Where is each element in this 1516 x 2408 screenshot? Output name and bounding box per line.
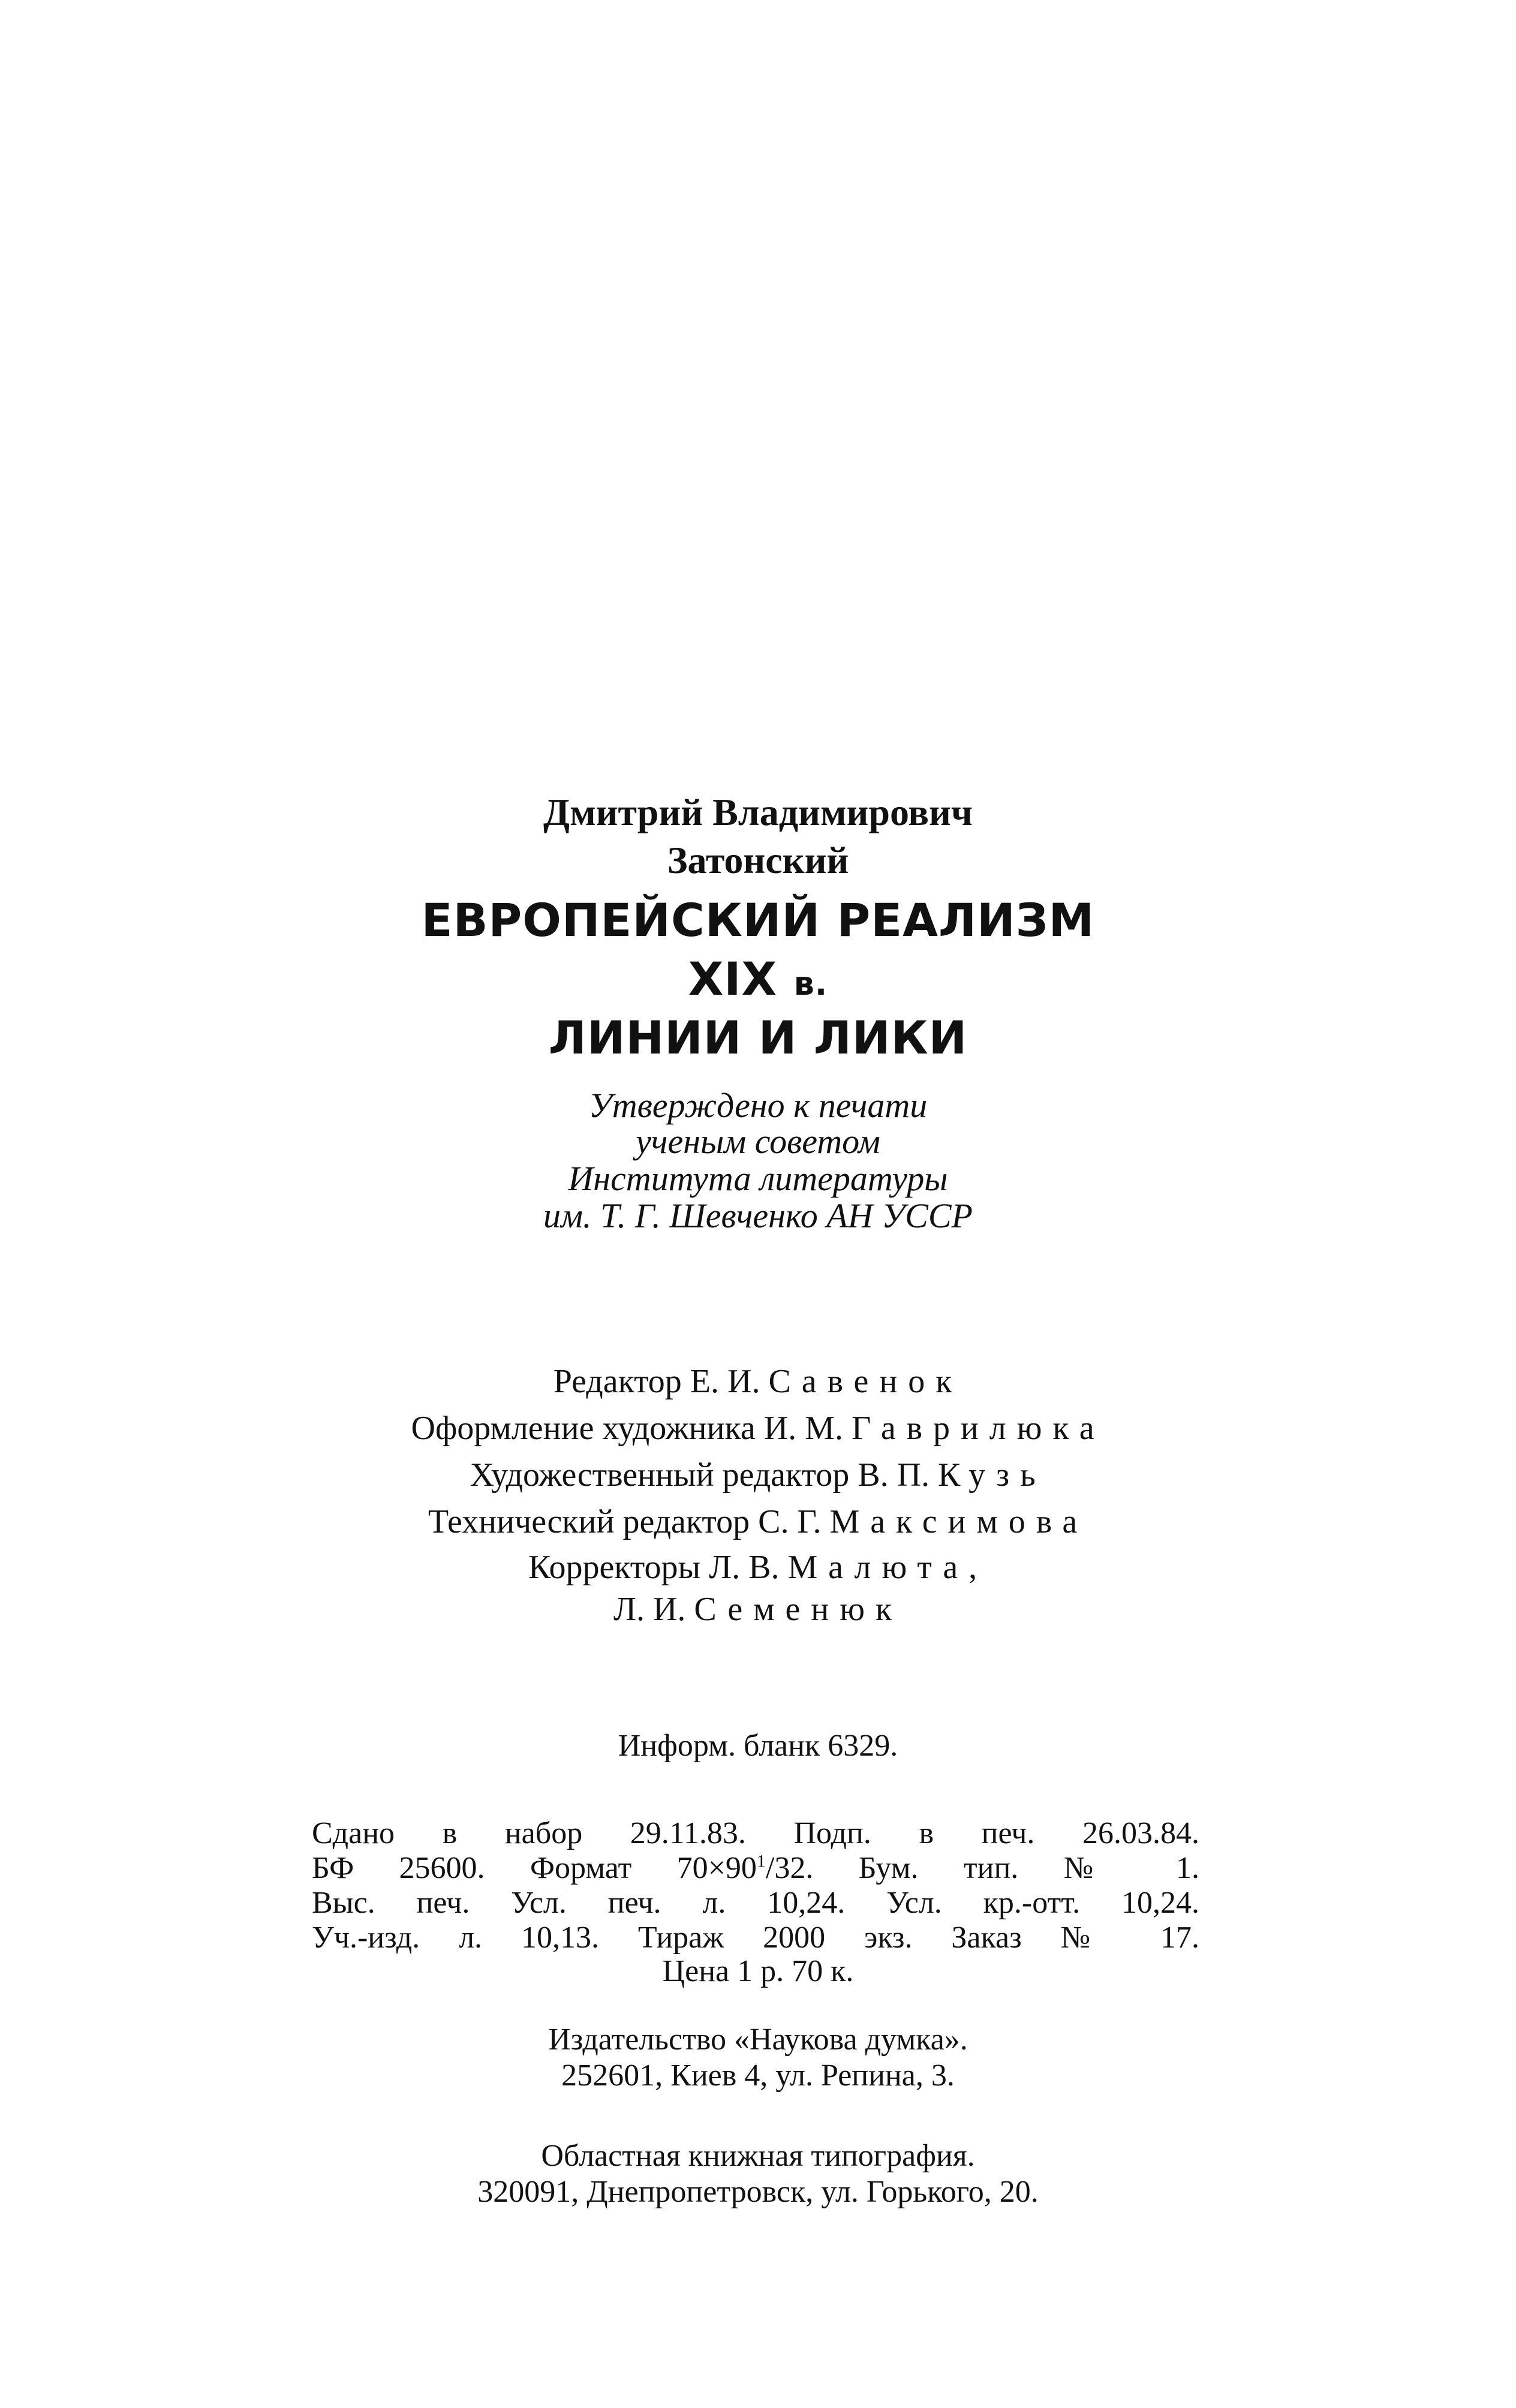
credit-role: Оформление художника И. М.: [411, 1410, 843, 1447]
print-details-line4: Уч.-изд. л. 10,13. Тираж 2000 экз. Заказ № 17.: [312, 1921, 1199, 1955]
credit-proofreader-2: [0, 1590, 1516, 1629]
book-title-line2: [0, 952, 1516, 1006]
book-title-line1: ЕВРОПЕЙСКИЙ РЕАЛИЗМ: [421, 893, 1095, 947]
credit-name: Малюта,: [787, 1549, 988, 1586]
book-title-line3: ЛИНИИ И ЛИКИ: [548, 1011, 968, 1064]
print-details-line1: Сдано в набор 29.11.83. Подп. в печ. 26.03.84.: [312, 1816, 1199, 1850]
credit-name: Гаврилюка: [851, 1410, 1105, 1447]
credit-initials: Л. И.: [613, 1591, 686, 1628]
price: Цена 1 р. 70 к.: [662, 1954, 854, 1988]
print-details-line3: Выс. печ. Усл. печ. л. 10,24. Усл. кр.-отт. 10,24.: [312, 1886, 1199, 1920]
publisher-address: 252601, Киев 4, ул. Репина, 3.: [561, 2058, 955, 2093]
author-surname: Затонский: [667, 839, 849, 881]
format-text: БФ 25600. Формат 70×90: [312, 1851, 757, 1885]
credit-name: Максимова: [829, 1503, 1088, 1540]
credit-name: Семенюк: [694, 1591, 903, 1628]
credit-role: Редактор Е. И.: [553, 1363, 760, 1400]
credit-name: Кузь: [938, 1456, 1046, 1494]
credit-role: Технический редактор С. Г.: [428, 1503, 822, 1540]
credit-editor: [0, 1362, 1516, 1401]
author-first-names: Дмитрий Владимирович: [543, 791, 973, 833]
credit-role: Художественный редактор В. П.: [470, 1456, 930, 1494]
format-denominator: /32.: [765, 1851, 814, 1885]
approval-line: им. Т. Г. Шевченко АН УССР: [543, 1196, 973, 1235]
paper-type: Бум. тип. № 1.: [858, 1851, 1199, 1885]
credit-art-editor: [0, 1456, 1516, 1494]
format-numerator: 1: [756, 1851, 766, 1871]
book-title-century: XIX: [688, 952, 778, 1006]
printer-name: Областная книжная типография.: [541, 2139, 975, 2173]
print-details-line2: [312, 1850, 1199, 1886]
approval-line: Института литературы: [568, 1159, 948, 1198]
credit-tech-editor: [0, 1503, 1516, 1541]
publisher-name: Издательство «Наукова думка».: [548, 2022, 968, 2057]
credit-proofreaders: [0, 1548, 1516, 1587]
approval-line: Утверждено к печати: [588, 1086, 928, 1125]
credit-name: Савенок: [768, 1363, 963, 1400]
credit-design: [0, 1409, 1516, 1447]
approval-line: ученым советом: [636, 1122, 880, 1161]
printer-address: 320091, Днепропетровск, ул. Горького, 20.: [477, 2175, 1039, 2209]
inform-blank: Информ. бланк 6329.: [618, 1729, 898, 1763]
credit-role: Корректоры Л. В.: [528, 1549, 780, 1586]
book-title-century-suffix: в.: [793, 965, 828, 1003]
